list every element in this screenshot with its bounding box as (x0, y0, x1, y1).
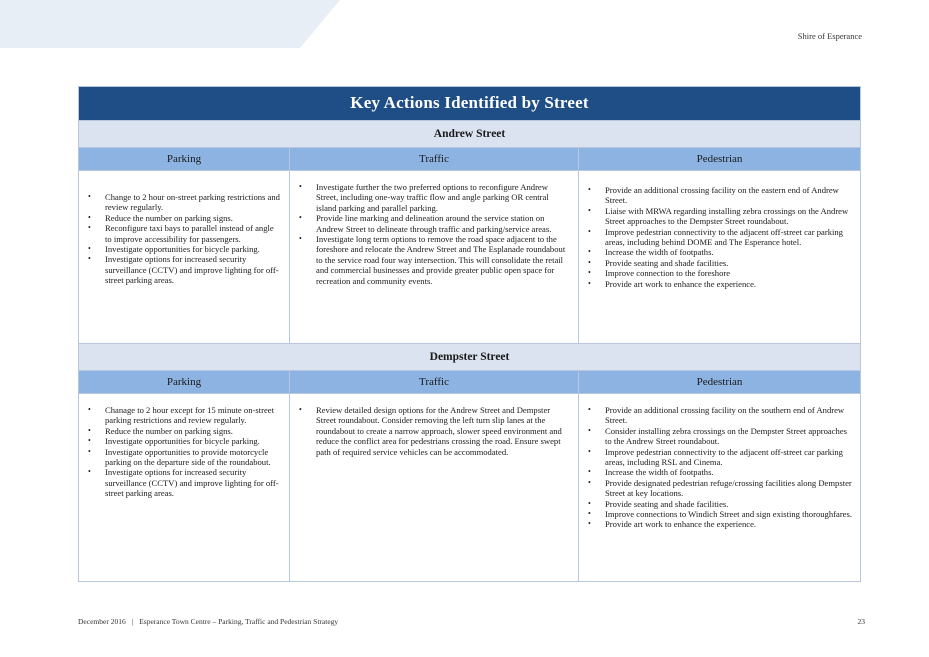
street-heading-dempster: Dempster Street (79, 344, 861, 371)
corner-decoration-shape (0, 0, 340, 48)
list-item-text: Investigate options for increased security surveillance (CCTV) and improve lighting for off-street parking areas. (105, 467, 279, 499)
list-item-text: Provide art work to enhance the experience. (605, 519, 757, 530)
list-item-text: Chanage to 2 hour except for 15 minute on-street parking restrictions and review regularly. (105, 405, 274, 426)
bullet-icon: • (88, 254, 91, 264)
list-item (88, 223, 281, 244)
list-item (299, 182, 570, 213)
list-item-text: Provide designated pedestrian refuge/crossing facilities along Dempster Street at key locations. (605, 477, 852, 499)
list-item-text: Reduce the number on parking signs. (105, 212, 233, 223)
list-item (588, 257, 852, 268)
bullet-icon: • (588, 185, 591, 194)
list-item-text: Increase the width of footpaths. (605, 467, 714, 478)
bullet-icon: • (299, 182, 302, 191)
list-item (88, 212, 281, 223)
list-item-text: Provide an additional crossing facility on the southern end of Andrew Street. (605, 405, 845, 426)
bullet-icon: • (588, 509, 591, 519)
key-actions-table (78, 86, 861, 582)
list-item (299, 213, 570, 234)
header-organisation: Shire of Esperance (797, 31, 862, 41)
page-number: 23 (857, 617, 865, 626)
footer-separator: | (131, 617, 134, 626)
list-item-text: Provide seating and shade facilities. (605, 257, 729, 268)
bullet-icon: • (88, 405, 91, 414)
list-item-text: Investigate opportunities for bicycle parking. (105, 244, 260, 255)
bullet-icon: • (588, 226, 591, 236)
list-item-text: Investigate opportunities to provide motorcycle parking on the departure side of the roundabout. (105, 446, 271, 468)
list-item-text: Investigate options for increased security surveillance (CCTV) and improve lighting for off-street parking areas. (105, 254, 279, 286)
bullet-icon: • (299, 213, 302, 223)
list-item (299, 405, 570, 457)
bullet-icon: • (588, 498, 591, 508)
list-item (88, 467, 281, 499)
list-item (588, 519, 852, 530)
dempster-parking-cell (79, 394, 290, 582)
list-item (588, 425, 852, 447)
bullet-icon: • (299, 234, 302, 244)
list-item (588, 405, 852, 426)
andrew-parking-cell (79, 171, 290, 344)
bullet-icon: • (88, 436, 91, 446)
street-heading-andrew: Andrew Street (79, 121, 861, 148)
bullet-icon: • (588, 446, 591, 456)
list-item-text: Liaise with MRWA regarding installing zebra crossings on the Andrew Street approaches to the Dempster Street roundabout. (605, 205, 849, 227)
list-item (299, 234, 570, 286)
list-item-text: Investigate further the two preferred options to reconfigure Andrew Street, including one-way traffic flow and angle parking OR central island parking and parallel parking. (316, 182, 549, 213)
table-title: Key Actions Identified by Street (79, 87, 861, 121)
list-item-text: Review detailed design options for the Andrew Street and Dempster Street roundabout. Consider removing the left turn slip lanes at the roundabout to create a narrow approach, slower speed environment and reduce the conflict area for pedestrians crossing the road. Ensure swept path of required service vehicles can be accommodated. (316, 405, 562, 457)
list-item (588, 185, 852, 206)
bullet-icon: • (88, 446, 91, 456)
list-item (588, 498, 852, 509)
list-item (88, 254, 281, 286)
bullet-icon: • (588, 205, 591, 215)
bullet-icon: • (588, 425, 591, 435)
bullet-icon: • (588, 268, 591, 278)
bullet-list (290, 405, 578, 457)
bullet-icon: • (88, 192, 91, 201)
list-item-text: Improve pedestrian connectivity to the adjacent off-street car parking areas, including behind DOME and The Esperance hotel. (605, 226, 843, 248)
list-item (88, 425, 281, 436)
list-item (88, 436, 281, 447)
list-item (588, 477, 852, 499)
list-item (588, 278, 852, 289)
dempster-traffic-cell (290, 394, 579, 582)
list-item (588, 205, 852, 227)
column-header-traffic: Traffic (290, 148, 579, 171)
bullet-icon: • (588, 278, 591, 288)
list-item-text: Provide line marking and delineation around the service station on Andrew Street to delineate through traffic and parking/service areas. (316, 213, 552, 234)
footer-document-title: Esperance Town Centre – Parking, Traffic and Pedestrian Strategy (139, 617, 339, 626)
bullet-list (579, 405, 860, 530)
andrew-pedestrian-cell (579, 171, 861, 344)
list-item-text: Provide seating and shade facilities. (605, 498, 729, 509)
column-header-parking: Parking (79, 148, 290, 171)
list-item (588, 226, 852, 248)
list-item-text: Consider installing zebra crossings on the Dempster Street approaches to the Andrew Street roundabout. (605, 425, 847, 447)
list-item (88, 405, 281, 426)
list-item-text: Reconfigure taxi bays to parallel instead of angle to improve accessibility for passengers. (105, 223, 274, 244)
bullet-icon: • (299, 405, 302, 414)
list-item-text: Improve connections to Windich Street and sign existing thoroughfares. (605, 509, 852, 520)
list-item (588, 268, 852, 279)
bullet-icon: • (88, 425, 91, 435)
list-item-text: Improve connection to the foreshore (605, 268, 731, 279)
list-item-text: Investigate opportunities for bicycle parking. (105, 436, 260, 447)
list-item (588, 446, 852, 468)
list-item (588, 467, 852, 478)
bullet-list (79, 192, 289, 286)
dempster-pedestrian-cell (579, 394, 861, 582)
list-item (588, 247, 852, 258)
footer-left (78, 617, 338, 626)
column-header-pedestrian: Pedestrian (579, 371, 861, 394)
bullet-icon: • (588, 467, 591, 477)
column-header-parking: Parking (79, 371, 290, 394)
list-item-text: Investigate long term options to remove the road space adjacent to the foreshore and relocate the Andrew Street and The Esplanade roundabout to the service road four way intersection. This will consolidate the retail and commercial businesses and provide greater public open space for recreation and community events. (316, 234, 566, 286)
footer-date: December 2016 (78, 617, 126, 626)
list-item (88, 446, 281, 468)
list-item-text: Improve pedestrian connectivity to the adjacent off-street car parking areas, including RSL and Cinema. (605, 446, 843, 468)
bullet-list (290, 182, 578, 286)
column-header-traffic: Traffic (290, 371, 579, 394)
bullet-icon: • (588, 477, 591, 487)
andrew-traffic-cell (290, 171, 579, 344)
list-item (88, 192, 281, 213)
list-item-text: Increase the width of footpaths. (605, 247, 714, 258)
bullet-icon: • (588, 405, 591, 414)
list-item (88, 244, 281, 255)
column-header-pedestrian: Pedestrian (579, 148, 861, 171)
bullet-icon: • (88, 212, 91, 222)
bullet-icon: • (88, 244, 91, 254)
list-item-text: Change to 2 hour on-street parking restrictions and review regularly. (105, 192, 280, 213)
bullet-icon: • (588, 247, 591, 257)
list-item (588, 509, 852, 520)
bullet-icon: • (88, 467, 91, 477)
list-item-text: Provide art work to enhance the experience. (605, 278, 757, 289)
bullet-list (79, 405, 289, 499)
list-item-text: Reduce the number on parking signs. (105, 425, 233, 436)
list-item-text: Provide an additional crossing facility on the eastern end of Andrew Street. (605, 185, 839, 206)
bullet-icon: • (588, 257, 591, 267)
bullet-icon: • (588, 519, 591, 529)
bullet-icon: • (88, 223, 91, 233)
bullet-list (579, 185, 860, 289)
